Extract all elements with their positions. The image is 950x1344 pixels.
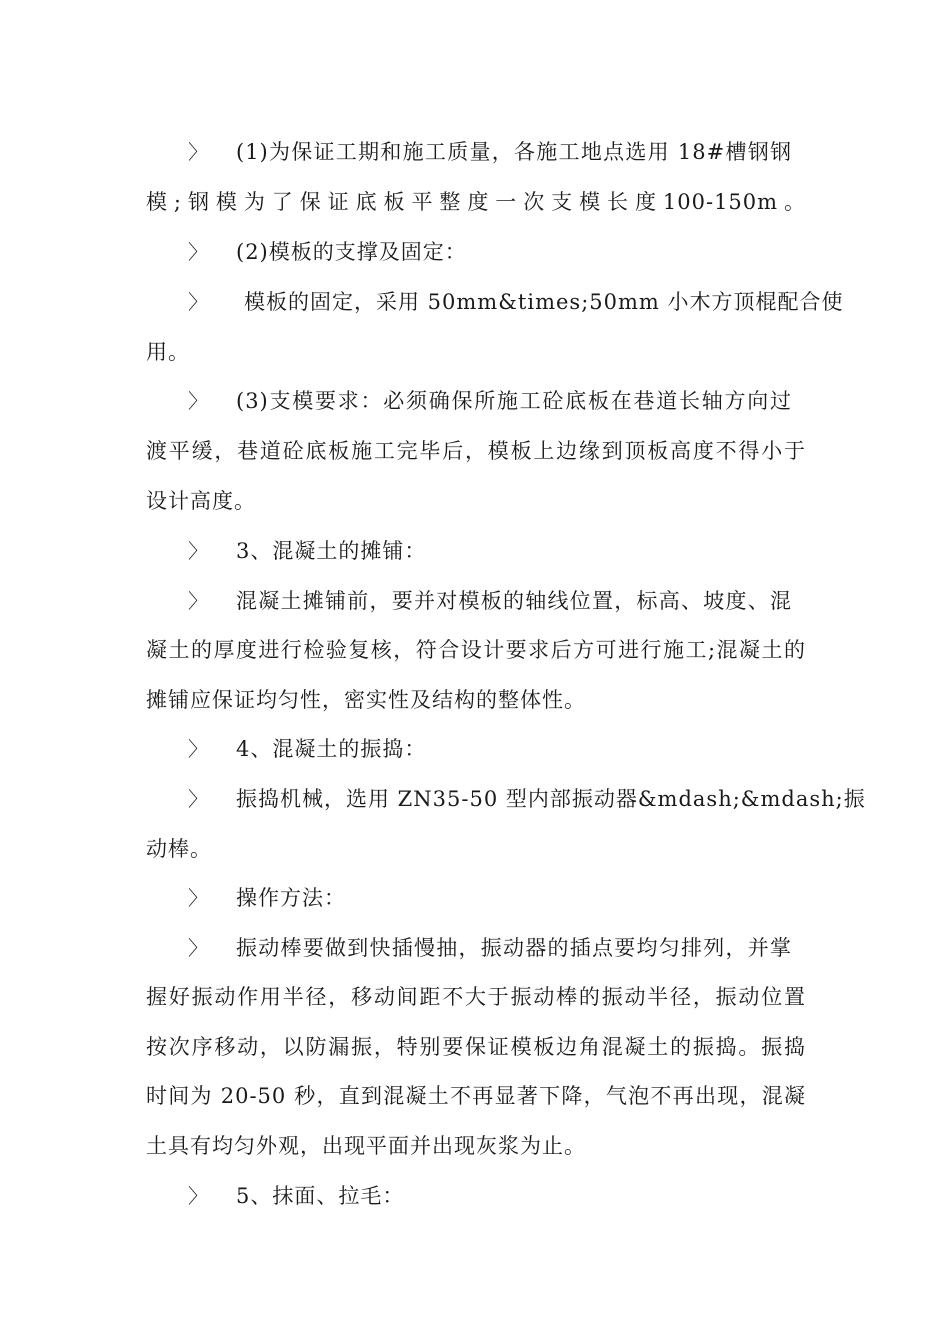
paragraph-text: 土具有均匀外观，出现平面并出现灰浆为止。 xyxy=(146,1134,586,1158)
bullet-marker: 〉 xyxy=(188,290,209,314)
paragraph-line xyxy=(146,1080,806,1112)
bullet-marker: 〉 xyxy=(188,886,209,910)
paragraph-line xyxy=(146,634,806,666)
paragraph-line xyxy=(146,286,844,318)
paragraph-heading: 5、抹面、拉毛： xyxy=(236,1184,405,1208)
bullet-marker: 〉 xyxy=(188,140,209,164)
bullet-marker: 〉 xyxy=(188,1184,209,1208)
paragraph-line xyxy=(146,186,806,218)
bullet-marker: 〉 xyxy=(188,787,209,811)
paragraph-line xyxy=(146,236,806,268)
bullet-marker: 〉 xyxy=(188,539,209,563)
paragraph-line xyxy=(146,435,806,467)
paragraph-text: (3)支模要求：必须确保所施工砼底板在巷道长轴方向过 xyxy=(236,389,792,413)
paragraph-text: 凝土的厚度进行检验复核，符合设计要求后方可进行施工;混凝土的 xyxy=(146,638,806,662)
paragraph-text: 振动棒要做到快插慢抽，振动器的插点要均匀排列，并掌 xyxy=(236,936,792,960)
paragraph-text: 动棒。 xyxy=(146,837,212,861)
paragraph-line xyxy=(146,136,806,168)
paragraph-heading: 3、混凝土的摊铺： xyxy=(236,539,427,563)
paragraph-line xyxy=(146,1130,806,1162)
paragraph-text: 用。 xyxy=(146,340,190,364)
paragraph-text: (1)为保证工期和施工质量，各施工地点选用 18#槽钢钢 xyxy=(236,140,792,164)
paragraph-text: 模;钢模为了保证底板平整度一次支模长度100-150m。 xyxy=(146,190,806,214)
paragraph-text: 渡平缓，巷道砼底板施工完毕后，模板上边缘到顶板高度不得小于 xyxy=(146,439,806,463)
bullet-marker: 〉 xyxy=(188,737,209,761)
paragraph-line xyxy=(146,336,806,368)
paragraph-line xyxy=(146,385,806,417)
paragraph-text: 摊铺应保证均匀性，密实性及结构的整体性。 xyxy=(146,688,586,712)
paragraph-line xyxy=(146,882,806,914)
paragraph-line xyxy=(146,684,806,716)
paragraph-line xyxy=(146,783,866,815)
paragraph-text: 模板的固定，采用 50mm&times;50mm 小木方顶棍配合使 xyxy=(244,290,844,314)
paragraph-heading: 4、混凝土的振捣： xyxy=(236,737,427,761)
bullet-marker: 〉 xyxy=(188,589,209,613)
paragraph-text: 握好振动作用半径，移动间距不大于振动棒的振动半径，振动位置 xyxy=(146,985,806,1009)
paragraph-text: (2)模板的支撑及固定： xyxy=(236,240,467,264)
paragraph-line xyxy=(146,981,806,1013)
paragraph-text: 按次序移动，以防漏振，特别要保证模板边角混凝土的振捣。振捣 xyxy=(146,1035,806,1059)
bullet-marker: 〉 xyxy=(188,240,209,264)
paragraph-line xyxy=(146,733,806,765)
paragraph-text: 混凝土摊铺前，要并对模板的轴线位置，标高、坡度、混 xyxy=(236,589,792,613)
paragraph-heading: 操作方法： xyxy=(236,886,346,910)
paragraph-text: 时间为 20-50 秒，直到混凝土不再显著下降，气泡不再出现，混凝 xyxy=(146,1084,806,1108)
paragraph-line xyxy=(146,485,806,517)
paragraph-line xyxy=(146,1180,806,1212)
paragraph-line xyxy=(146,585,806,617)
paragraph-line xyxy=(146,833,806,865)
paragraph-line xyxy=(146,932,806,964)
paragraph-text: 振捣机械，选用 ZN35-50 型内部振动器&mdash;&mdash;振 xyxy=(236,787,866,811)
paragraph-line xyxy=(146,1031,806,1063)
bullet-marker: 〉 xyxy=(188,936,209,960)
paragraph-line xyxy=(146,535,806,567)
paragraph-text: 设计高度。 xyxy=(146,489,256,513)
bullet-marker: 〉 xyxy=(188,389,209,413)
